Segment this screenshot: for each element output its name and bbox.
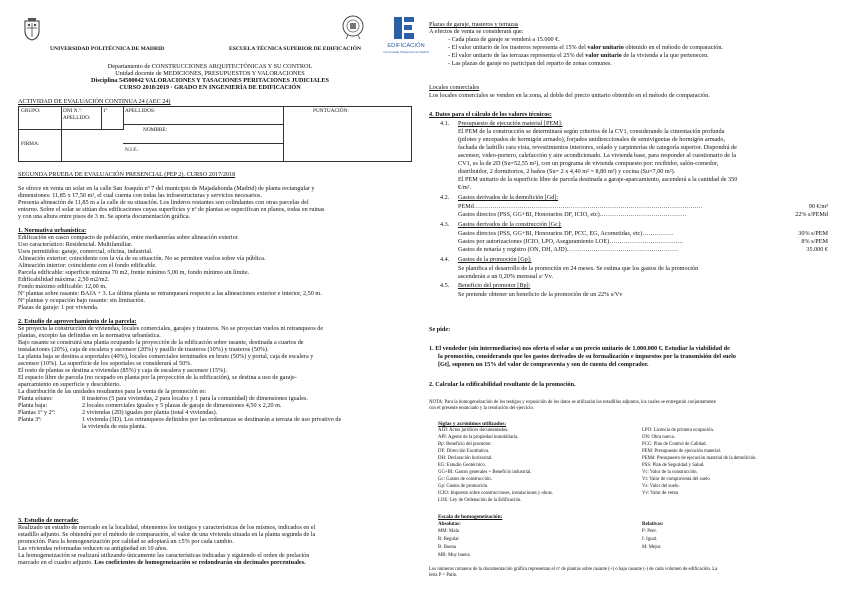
footer-note: letra P = Patio.: [429, 573, 458, 578]
s1-line: Nº plantas sobre rasante: BAJA + 3. La última planta se retranqueará respecto a las alineaciones exterior e interior, 2,50 m.: [18, 290, 322, 297]
s2-line: Bajo rasante se construirá una planta ocupando la proyección de la edificación sobre rasante, destinada a cuartos de: [18, 339, 304, 346]
school-crest-icon: [342, 14, 364, 40]
garage-item: [448, 60, 612, 67]
sigla-item: Vt: Valor de compraventa del suelo: [642, 477, 710, 482]
s2-line: aparcamiento en superficie y descubierto.: [18, 381, 121, 388]
sigla-item: PSS: Plan de Seguridad y Salud.: [642, 463, 705, 468]
item-4-2-title: Gastos derivados de la demolición [Gd]:: [458, 194, 559, 201]
first-label: 1º: [103, 108, 108, 114]
q1-line: la promoción, considerando que los gastos derivados de su formalización e impuestos por la transmisión del suelo: [438, 353, 736, 360]
sigla-item: API: Agente de la propiedad inmobiliaria.: [438, 435, 519, 440]
s1-line: Edificación en casco compacto de población, entre medianerías sobre alineación exterior.: [18, 234, 239, 241]
escala-title: Escala de homogeneización:: [438, 514, 503, 520]
garage-item: [448, 44, 723, 51]
garage-item-a: - Cada plaza de garaje se venderá a 15.000 €.: [448, 36, 560, 43]
intro-line: dimensiones: 11,85 x 17,50 m², el cual cuenta con todas las infraestructuras y servicios necesarios.: [18, 192, 262, 199]
i41-line: CV1, es la de 2D (Su=52,55 m²), con un programa de vivienda compuesto por: recibidor, salón-comedor,: [458, 160, 719, 167]
item-4-1-title: Presupuesto de ejecución material [PEM]:: [458, 120, 563, 127]
dist-tail: la vivienda de esta planta.: [82, 423, 147, 430]
footer-note: Los números romanos de la documentación gráfica representan el nº de plantas sobre rasante (+) o bajo rasante (-) de cada volumen de edificación. La: [429, 567, 718, 572]
garage-item-c: obtenido en el método de comparación.: [623, 44, 723, 51]
i43-value: 35.000 €: [806, 246, 828, 253]
relativas-title: Relativas:: [642, 522, 664, 527]
activity-title: ACTIVIDAD DE EVALUACIÓN CONTINUA 24 (AEC 24): [18, 98, 171, 105]
s1-line: Uso característico: Residencial. Multifamiliar.: [18, 241, 133, 248]
sigla-item: PEM: Presupuesto de ejecución material.: [642, 449, 721, 454]
sigla-item: PEMd: Presupuesto de ejecución material de la demolición.: [642, 456, 757, 461]
s2-line: La distribución de las unidades resultantes para la venta de la promoción es:: [18, 388, 207, 395]
escala-abs-item: R: Regular: [438, 537, 459, 542]
i45-line: Se pretende obtener un beneficio de la promoción de un 22% s/Vv: [458, 291, 623, 298]
s1-line: Parcela edificable: superficie mínima 70 m2, frente mínimo 5,00 m, fondo mínimo sin límite.: [18, 269, 250, 276]
sigla-item: ON: Obra nueva.: [642, 435, 675, 440]
section-3-title: 3. Estudio de mercado:: [18, 517, 79, 524]
s1-line: Plazas de garaje: 1 por vivienda.: [18, 304, 99, 311]
course-line: CURSO 2018/2019 · GRADO EN INGENIERÍA DE EDIFICACIÓN: [119, 84, 301, 91]
score-cell[interactable]: [283, 107, 411, 161]
score-label: PUNTUACIÓN:: [313, 108, 349, 114]
i41-line: ascensor, video-portero, calefacción y aire acondicionado. La vivienda base, para responder al cuestionario de la: [458, 152, 737, 159]
s3-line: Las viviendas reformadas reducen su antigüedad en 10 años.: [18, 545, 168, 552]
sigla-item: Vv: Valor de venta: [642, 491, 679, 496]
dist-value: 8 trasteros (5 para viviendas, 2 para locales y 1 para la comunidad) de dimensiones iguales.: [82, 395, 308, 402]
section-1-title: 1. Normativa urbanística:: [18, 227, 87, 234]
dist-key: Planta 3º:: [18, 416, 42, 423]
s3-last-line: [18, 559, 306, 566]
item-4-3-title: Gastos derivados de la construcción [Gc]:: [458, 221, 562, 228]
s1-line: Fondo máximo edificable: 12,00 m.: [18, 283, 107, 290]
sigla-item: PCC: Plan de Control de Calidad.: [642, 442, 707, 447]
university-name: UNIVERSIDAD POLITÉCNICA DE MADRID: [50, 46, 165, 52]
garage-item: [448, 36, 560, 43]
sigla-item: LOE: Ley de Ordenación de la Edificación.: [438, 498, 522, 503]
dist-value: 2 locales comerciales iguales y 5 plazas de garaje de dimensiones 4,50 x 2,20 m.: [82, 402, 282, 409]
dist-key: Planta baja:: [18, 402, 48, 409]
note-line: con el presente enunciado y la resolución del ejercicio.: [429, 406, 535, 411]
absolutas-title: Absolutas:: [438, 522, 461, 527]
escala-rel-item: P: Peor.: [642, 529, 657, 534]
garage-item: [448, 52, 709, 59]
intro-line: y con una altura entre pisos de 3 m. Se aporta documentación gráfica.: [18, 213, 191, 220]
i43-value: 30% s/PEM: [798, 230, 828, 237]
s3-line: La homogeneización se realizará utilizando únicamente las características indicadas y siguiendo el orden de prelación: [18, 552, 310, 559]
s1-line: Edificabilidad máxima: 2,50 m2/m2.: [18, 276, 110, 283]
i41-line: €/m².: [458, 184, 472, 191]
s1-line: Nº plantas y ocupación bajo rasante: sin limitación.: [18, 297, 146, 304]
sigla-item: AJD: Actos jurídicos documentados.: [438, 428, 509, 433]
upm-crest-icon: [22, 17, 42, 41]
s2-line: plantas, excepto las definidas en la normativa urbanística.: [18, 332, 161, 339]
escala-rel-item: M: Mejor.: [642, 545, 662, 550]
locales-title: Locales comerciales: [429, 84, 480, 91]
section-4-title: 4. Datos para el cálculo de los valores técnicos:: [429, 111, 552, 118]
grupo-cell: [19, 107, 62, 161]
dist-value: 1 vivienda (3D). Los retranqueos definidos por las ordenanzas se destinarán a terraza de uso privativo de: [82, 416, 342, 423]
edificacion-logo-icon: [390, 14, 418, 42]
item-4-2-num: 4.2.: [440, 194, 450, 201]
school-name: ESCUELA TÉCNICA SUPERIOR DE EDIFICACIÓN: [229, 46, 361, 52]
names-cell[interactable]: [123, 107, 284, 161]
sigla-item: Vs: Valor del suelo.: [642, 484, 680, 489]
i41-line: (pilotes y encepados de hormigón armado), forjados unidireccionales de semiviguetas de hormigón armado,: [458, 136, 726, 143]
intro-line: Se ofrece en venta un solar en la calle San Joaquín nº 7 del municipio de Majadahonda (Madrid) de planta rectangular y: [18, 185, 315, 192]
sigla-item: DF: Dirección Facultativa.: [438, 449, 490, 454]
apellidos-label: APELLIDOS:: [125, 108, 156, 114]
logo-text: EDIFICACIÓN: [387, 43, 425, 49]
item-4-3-num: 4.3.: [440, 221, 450, 228]
logo-subtext: Universidad Politécnica de Madrid: [383, 50, 429, 54]
siglas-title: Siglas y acrónimos utilizados:: [438, 421, 507, 427]
nombre-label: NOMBRE:: [143, 127, 168, 133]
s2-line: El espacio libre de parcela (no ocupado en planta por la proyección de la edificación), se destina a uso de garaje-: [18, 374, 297, 381]
s2-line: El resto de plantas se destina a viviendas (85%) y caja de escalera y ascensor (15%).: [18, 367, 227, 374]
i41-line: fachada de ladrillo cara vista, revestimientos interiores, solado y carpinterías de categoría superior. Dispondrá de: [458, 144, 737, 151]
i42-value: 90 €/m³: [808, 203, 828, 210]
i41-line: distribuidor, 2 dormitorios, 2 baños (Su= 2 x 4,40 m² = 8,80 m²) y cocina (Su=7,00 m²).: [458, 168, 676, 175]
i43-key: Gastos de notaría y registro (ON, DH, AJD)………………………………………………: [458, 246, 679, 253]
sigla-item: Bp: Beneficio del promotor.: [438, 442, 492, 447]
dni-cell[interactable]: [61, 107, 102, 130]
intro-line: Presenta alineación de 11,85 m a la calle de su situación. Los linderos restantes son colindantes con otras parcelas del: [18, 199, 309, 206]
apellido-label: APELLIDO:: [63, 115, 91, 121]
question-2: 2. Calcular la edificabilidad resultante de la promoción.: [429, 381, 576, 388]
i42-key: PEMd…………………………………………………………………………………………………: [458, 203, 703, 210]
item-4-4-title: Gastos de la promoción [Gp]:: [458, 256, 532, 263]
first-cell: [101, 107, 124, 130]
s3-line: estadillo adjunto. Se obtendrá por el método de comparación, el valor de una vivienda situada en la planta segunda de la: [18, 531, 316, 538]
form-divider: [19, 129, 123, 130]
garage-item-b: valor unitario: [587, 44, 624, 51]
s3-last-b: Los coeficientes de homogeneización se redondearán sin decimales porcentuales.: [94, 559, 306, 566]
form-divider-2: [123, 124, 283, 125]
item-4-5-num: 4.5.: [440, 282, 450, 289]
locales-text: Los locales comerciales se venden en la zona, al doble del precio unitario obtenido en el método de comparación.: [429, 92, 710, 99]
sigla-item: ICIO: Impuesto sobre construcciones, instalaciones y obras.: [438, 491, 554, 496]
escala-abs-item: B: Buena: [438, 545, 456, 550]
garage-title: Plazas de garaje, trasteros y terrazas: [429, 21, 519, 28]
dni-label: DNI N.º:: [63, 108, 83, 114]
q1-line: [Gt], suponen un 15% del valor de compraventa y son de cuenta del comprador.: [438, 361, 649, 368]
i41-line: El PEM de la construcción se determinará según criterios de la CV1, considerando la cimentación profunda: [458, 128, 725, 135]
i44-line: ascenderán a un 0,20% mensual s/ Vv.: [458, 273, 554, 280]
i42-value: 22% s/PEMd: [795, 211, 828, 218]
garage-item-a: - El valor unitario de los trasteros representa el 15% del: [448, 44, 588, 51]
i41-line: El PEM unitario de la superficie libre de parcela destinada a garaje-aparcamiento, ascenderá a la cantidad de 350: [458, 176, 738, 183]
sigla-item: DH: Declaración horizontal.: [438, 456, 493, 461]
sigla-item: LPO: Licencia de primera ocupación.: [642, 428, 715, 433]
s3-line: promoción. Para la homogeneización por calidad se adoptará un ±5% por cada cambio.: [18, 538, 234, 545]
s3-last-a: marcado en el cuadro adjunto.: [18, 559, 95, 566]
grupo-label: GRUPO:: [21, 108, 41, 114]
section-2-title: 2. Estudio de aprovechamiento de la parcela:: [18, 318, 137, 325]
dist-key: Plantas 1º y 2º:: [18, 409, 56, 416]
se-pide-title: Se pide:: [429, 326, 451, 333]
garage-item-a: - Las plazas de garaje no participan del reparto de zonas comunes.: [448, 60, 612, 67]
subject-line: Disciplina 54500042 VALORACIONES Y TASACIONES PERITACIONES JUDICIALES: [91, 77, 329, 84]
firma-label: FIRMA:: [21, 141, 40, 147]
intro-line: entorno. Sobre el solar se sitúan dos edificaciones cuyas superficies y nº de plantas se especifican en planos, todas en ruinas: [18, 206, 325, 213]
s1-line: Alineación interior: coincidente con el fondo edificable.: [18, 262, 157, 269]
nif-label: N.I.F.:: [125, 147, 139, 153]
s2-line: Se proyecta la construcción de viviendas, locales comerciales, garajes y trasteros. No se proyectan vuelos ni retranqueos de: [18, 325, 324, 332]
item-4-1-num: 4.1.: [440, 120, 450, 127]
form-divider-3: [123, 143, 283, 144]
garage-item-b: valor unitario: [585, 52, 622, 59]
garage-subtitle: A efectos de venta se considerará que:: [429, 28, 524, 35]
sigla-item: EG: Estudio Geotécnico.: [438, 463, 486, 468]
item-4-4-num: 4.4.: [440, 256, 450, 263]
s1-line: Usos permitidos: garaje, comercial, oficina, industrial.: [18, 248, 153, 255]
dist-value: 2 viviendas (2D) iguales por planta (total 4 viviendas).: [82, 409, 218, 416]
s1-line: Alineación exterior: coincidente con la vía de su situación. No se permiten vuelos sobre vía pública.: [18, 255, 266, 262]
i43-key: Gastos directos (PSS, GG+BI, Honorarios DF, PCC, EG, Acometidas, etc)……………: [458, 230, 674, 237]
sigla-item: Vc: Valor de la construcción.: [642, 470, 698, 475]
department-line: Departamento de CONSTRUCCIONES ARQUITECTÓNICAS Y SU CONTROL: [107, 63, 313, 70]
escala-abs-item: MB: Muy buena: [438, 553, 470, 558]
sigla-item: GG+BI: Gastos generales + Beneficio industrial.: [438, 470, 532, 475]
note-line: NOTA: Para la homogeneización de los testigos y exposición de los datos se utilizarán los estadillos adjuntos, los cuales se entregarán conjuntamente: [429, 400, 716, 405]
s2-line: ascensor (10%). La superficie de los soportales se considerará al 50%.: [18, 360, 192, 367]
exam-title: SEGUNDA PRUEBA DE EVALUACIÓN PRESENCIAL (PEP 2). CURSO 2017/2018: [18, 171, 236, 178]
item-4-5-title: Beneficio del promotor [Bp]:: [458, 282, 531, 289]
garage-item-c: de la vivienda a la que pertenecen.: [621, 52, 709, 59]
i43-key: Gastos por autorizaciones (ICIO, LPO, Aseguramiento LOE)………………………………: [458, 238, 684, 245]
sigla-item: Gc: Gastos de construcción.: [438, 477, 492, 482]
unit-line: Unidad docente de MEDICIONES, PRESUPUESTOS Y VALORACIONES: [115, 70, 305, 77]
i44-line: Se planifica el desarrollo de la promoción en 24 meses. Se estima que los gastos de la promoción: [458, 265, 699, 272]
s2-line: La planta baja se destina a soportales (40%), locales comerciales terminados en bruto (50%) y portal, caja de escalera y: [18, 353, 314, 360]
i43-value: 8% s/PEM: [801, 238, 828, 245]
escala-rel-item: I: Igual.: [642, 537, 658, 542]
dist-key: Planta sótano:: [18, 395, 53, 402]
s3-line: Realizado un estudio de mercado en la localidad, obtenemos los testigos y características de los mismos, indicados en el: [18, 524, 316, 531]
q1-line: 1. El vendedor (sin intermediarios) nos oferta el solar a un precio unitario de 1.000.000 €. Estudiar la viabilidad de: [429, 345, 730, 352]
garage-item-a: - El valor unitario de las terrazas representa el 25% del: [448, 52, 586, 59]
i42-key: Gastos directos (PSS, GG+BI, Honorarios DF, ICIO, etc)……………………………………: [458, 211, 687, 218]
escala-abs-item: MM: Mala: [438, 529, 459, 534]
s2-line: instalaciones (20%), caja de escalera y ascensor (20%) y pasillo de trasteros (10%) y trasteros (50%).: [18, 346, 269, 353]
student-form: [18, 106, 412, 162]
sigla-item: Gp: Gastos de promoción.: [438, 484, 489, 489]
